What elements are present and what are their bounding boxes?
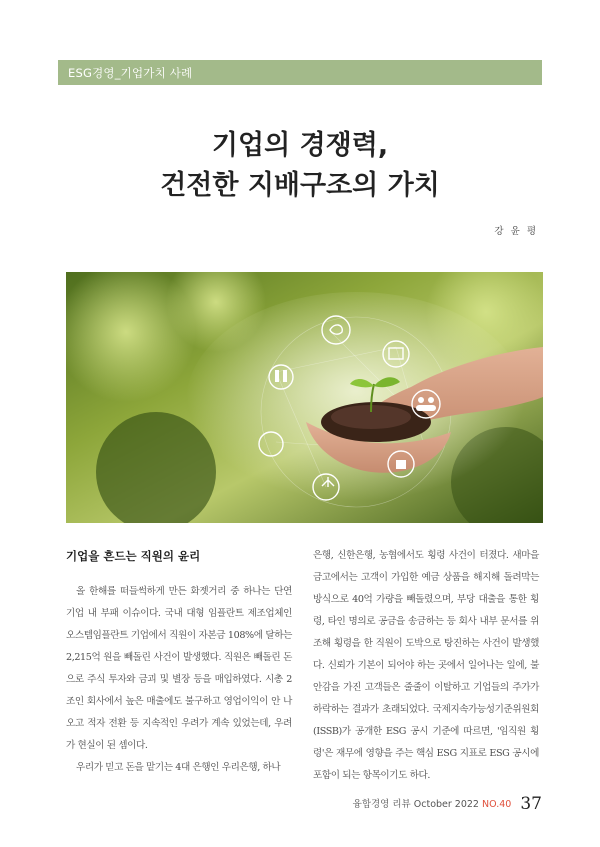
- article-column-left: [66, 545, 292, 779]
- issue-number: NO.40: [482, 799, 512, 810]
- page-number: 37: [520, 794, 542, 814]
- article-paragraph: 은행, 신한은행, 농협에서도 횡령 사건이 터졌다. 새마을금고에서는 고객이 가입한 예금 상품을 해지해 돌려막는 방식으로 40억 가량을 빼돌렸으며, 부당 대출을 통한 횡령, 타인 명의로 공금을 송금하는 등 회사 내부 문서를 위조해 횡령을 한 직원이 도박으로 탕진하는 사건이 발생했다. 신뢰가 기본이 되어야 하는 곳에서 일어나는 일에, 불안감을 가진 고객들은 줄줄이 이탈하고 기업들의 주가가 하락하는 결과가 초래되었다. 국제지속가능성기준위원회(ISSB)가 공개한 ESG 공시 기준에 따르면, '임직원 횡령'은 재무에 영향을 주는 핵심 ESG 지표로 ESG 공시에 포함이 되는 항목이기도 하다.: [313, 550, 539, 781]
- title-line-1: 기업의 경쟁력,: [211, 130, 389, 161]
- article-title: [0, 126, 600, 206]
- hero-image: [66, 272, 543, 523]
- section-label: ESG경영_기업가치 사례: [68, 66, 193, 80]
- author-name: 강 윤 평: [494, 226, 538, 237]
- section-header-bar: [58, 60, 542, 85]
- article-paragraph: 우리가 믿고 돈을 맡기는 4대 은행인 우리은행, 하나: [76, 762, 281, 773]
- article-column-right: [313, 545, 539, 787]
- title-line-2: 건전한 지배구조의 가치: [160, 170, 440, 201]
- issue-date: October 2022: [413, 799, 479, 810]
- page-footer: [353, 792, 542, 812]
- publication-name: 융합경영 리뷰: [352, 799, 411, 810]
- article-paragraph: 올 한해를 떠들썩하게 만든 화젯거리 중 하나는 단연 기업 내 부패 이슈이다. 국내 대형 임플란트 제조업체인 오스템임플란트 기업에서 직원이 자본금 108%에 달하는 2,215억 원을 빼돌린 사건이 발생했다. 직원은 빼돌린 돈으로 주식 투자와 금괴 및 별장 등을 매입하였다. 시총 2조인 회사에서 높은 매출에도 불구하고 영업이익이 안 나오고 적자 전환 등 지속적인 우려가 계속 있었는데, 우려가 현실이 된 셈이다.: [66, 586, 292, 751]
- article-subheading: 기업을 흔드는 직원의 윤리: [66, 549, 201, 563]
